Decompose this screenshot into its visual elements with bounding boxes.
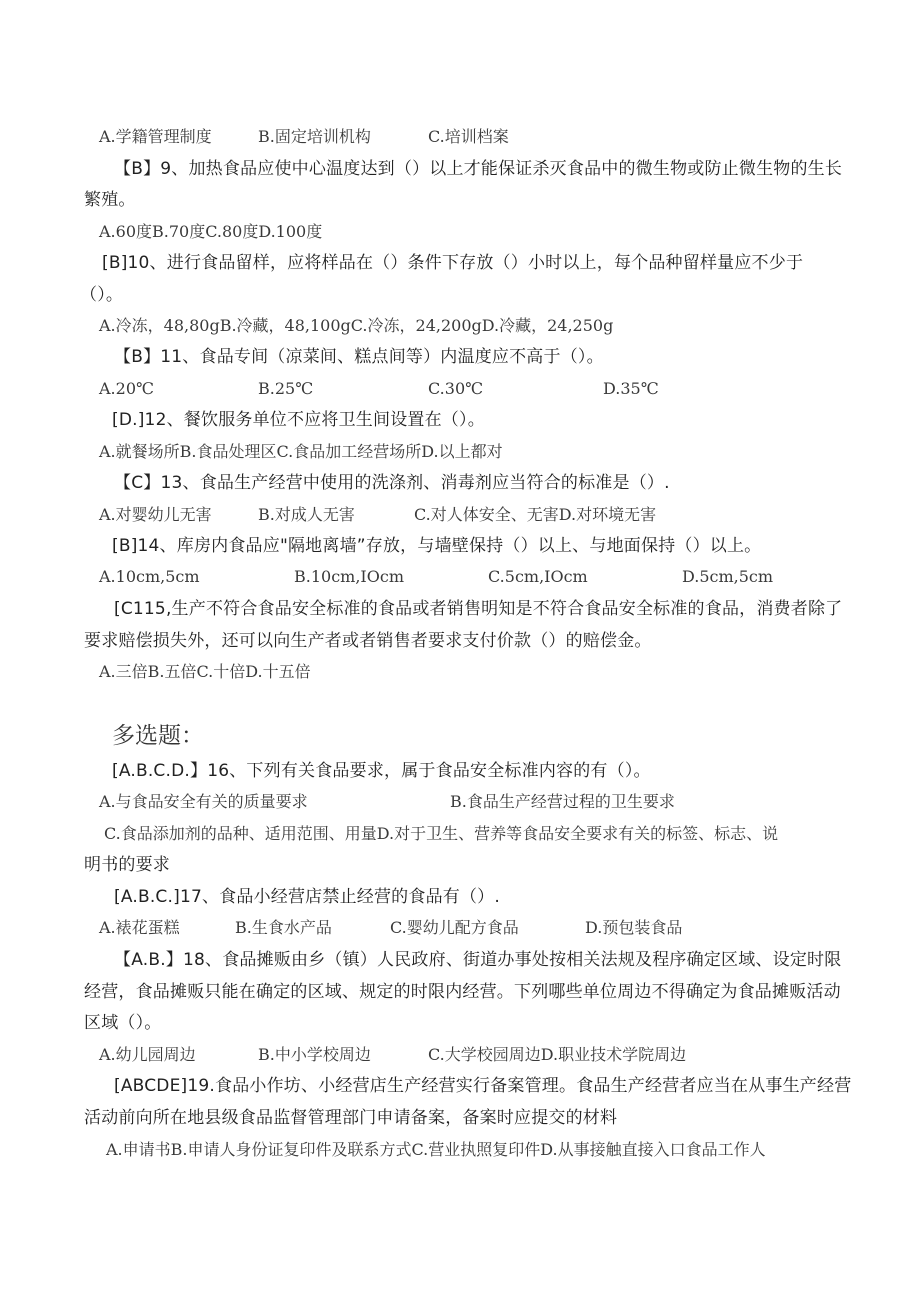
q8-option-c: C.培训档案: [428, 127, 509, 146]
q18-options: [0, 1044, 920, 1068]
q19-question-line2: 活动前向所在地县级食品监督管理部门申请备案，备案时应提交的材料: [84, 1108, 618, 1128]
q18-question-line3: 区域（）。: [84, 1013, 162, 1033]
q10-options: A.冷冻，48,80gB.冷藏，48,100gC.冷冻，24,200gD.冷藏，24,250g: [99, 316, 614, 335]
q11-option-d: D.35℃: [603, 379, 659, 398]
q18-option-a: A.幼儿园周边: [99, 1045, 196, 1064]
q17-options: [0, 917, 920, 941]
q11-option-c: C.30℃: [428, 379, 484, 398]
q16-option-a: A.与食品安全有关的质量要求: [99, 792, 308, 811]
q13-question-line1: 【C】13、食品生产经营中使用的洗涤剂、消毒剂应当符合的标准是（）.: [114, 473, 670, 493]
q11-question-line1: 【B】11、食品专间（凉菜间、糕点间等）内温度应不高于（）。: [114, 347, 604, 367]
section-title-multiple-choice: 多选题：: [112, 723, 204, 749]
q19-options: A.申请书B.申请人身份证复印件及联系方式C.营业执照复印件D.从事接触直接入口食品工作人: [106, 1140, 766, 1159]
q18-question-line2: 经营，食品摊贩只能在确定的区域、规定的时限内经营。下列哪些单位周边不得确定为食品摊贩活动: [84, 982, 841, 1002]
q14-option-d: D.5cm,5cm: [682, 567, 774, 586]
q16-options-ab: [0, 791, 920, 815]
q13-option-a: A.对婴幼儿无害: [99, 505, 212, 524]
q14-option-c: C.5cm,IOcm: [488, 567, 588, 586]
q18-option-cd: C.大学校园周边D.职业技术学院周边: [428, 1045, 687, 1064]
q14-option-a: A.10cm,5cm: [99, 567, 200, 586]
q13-option-b: B.对成人无害: [258, 505, 355, 524]
q16-option-cd: C.食品添加剂的品种、适用范围、用量D.对于卫生、营养等食品安全要求有关的标签、标志、说: [104, 824, 779, 843]
q18-option-b: B.中小学校周边: [258, 1045, 371, 1064]
q14-question-line1: [B]14、库房内食品应"隔地离墙”存放，与墙壁保持（）以上、与地面保持（）以上。: [112, 536, 762, 556]
q12-question-line1: [D.]12、餐饮服务单位不应将卫生间设置在（）。: [112, 410, 485, 430]
q17-option-d: D.预包装食品: [585, 918, 683, 937]
q15-question-line2: 要求赔偿损失外，还可以向生产者或者销售者要求支付价款（）的赔偿金。: [84, 631, 652, 651]
q9-question-line1: 【B】9、加热食品应使中心温度达到（）以上才能保证杀灭食品中的微生物或防止微生物的生长: [114, 159, 843, 179]
q8-option-b: B.固定培训机构: [258, 127, 371, 146]
q13-option-cd: C.对人体安全、无害D.对环境无害: [414, 505, 657, 524]
q9-question-line2: 繁殖。: [84, 190, 136, 210]
q12-options: A.就餐场所B.食品处理区C.食品加工经营场所D.以上都对: [99, 442, 503, 461]
q8-option-a: A.学籍管理制度: [99, 127, 212, 146]
q19-question-line1: [ABCDE]19.食品小作坊、小经营店生产经营实行备案管理。食品生产经营者应当在从事生产经营: [114, 1076, 852, 1096]
q16-option-cd-cont: 明书的要求: [84, 855, 170, 875]
q17-question-line1: [A.B.C.]17、食品小经营店禁止经营的食品有（）.: [114, 887, 500, 907]
q11-options: [0, 378, 920, 402]
q18-question-line1: 【A.B.】18、食品摊贩由乡（镇）人民政府、街道办事处按相关法规及程序确定区域、设定时限: [114, 950, 842, 970]
q14-option-b: B.10cm,IOcm: [294, 567, 404, 586]
q14-options: [0, 566, 920, 590]
q16-question-line1: [A.B.C.D.】16、下列有关食品要求，属于食品安全标准内容的有（）。: [112, 761, 651, 781]
q15-options: A.三倍B.五倍C.十倍D.十五倍: [99, 662, 311, 681]
q17-option-c: C.婴幼儿配方食品: [390, 918, 519, 937]
q8-options: [0, 126, 920, 150]
q10-question-line2: （）。: [80, 285, 124, 305]
q11-option-a: A.20℃: [99, 379, 154, 398]
q9-options: A.60度B.70度C.80度D.100度: [99, 222, 323, 241]
q16-option-b: B.食品生产经营过程的卫生要求: [450, 792, 675, 811]
q15-question-line1: [C115,生产不符合食品安全标准的食品或者销售明知是不符合食品安全标准的食品，消费者除了: [114, 599, 843, 619]
q13-options: [0, 504, 920, 528]
q17-option-a: A.裱花蛋糕: [99, 918, 180, 937]
q17-option-b: B.生食水产品: [235, 918, 332, 937]
q11-option-b: B.25℃: [258, 379, 314, 398]
q10-question-line1: [B]10、进行食品留样，应将样品在（）条件下存放（）小时以上，每个品种留样量应不少于: [102, 253, 804, 273]
